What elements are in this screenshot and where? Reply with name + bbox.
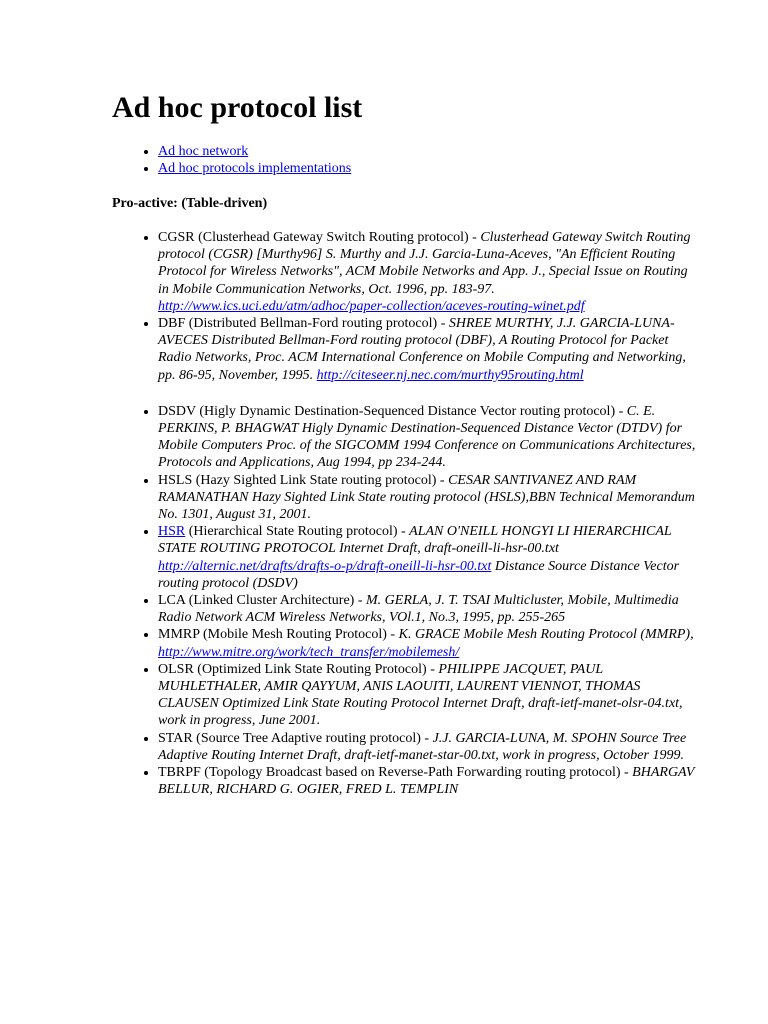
ad-hoc-network-link[interactable]: Ad hoc network: [158, 144, 249, 159]
protocol-citation: CESAR SANTIVANEZ AND RAM RAMANATHAN Hazy Sighted Link State routing protocol (HSLS),BBN Technical Memorandum No. 1301, August 31, 2001.: [158, 472, 695, 523]
protocol-name: DBF (Distributed Bellman-Ford routing protocol) -: [158, 316, 449, 332]
protocol-note: Distance Source Distance Vector routing protocol (DSDV): [158, 558, 680, 591]
protocol-citation: BHARGAV BELLUR, RICHARD G. OGIER, FRED L. TEMPLIN: [158, 765, 695, 798]
list-item: [158, 143, 758, 160]
protocol-item: [158, 229, 698, 315]
protocol-item: [158, 626, 698, 660]
protocol-name: STAR (Source Tree Adaptive routing protocol) -: [158, 730, 433, 746]
protocol-name-link[interactable]: HSR: [158, 524, 186, 540]
protocol-item: [158, 523, 698, 592]
protocol-item: [158, 730, 698, 764]
protocol-name: TBRPF (Topology Broadcast based on Reverse-Path Forwarding routing protocol) -: [158, 765, 633, 781]
page-title: Ad hoc protocol list: [112, 91, 363, 124]
list-item: [158, 160, 758, 177]
protocol-citation: Clusterhead Gateway Switch Routing protocol (CGSR) [Murthy96] S. Murthy and J.J. Garcia-Luna-Aceves, "An Efficient Routing Protocol for Wireless Networks", ACM Mobile Networks and App. J., Special Issue on Routing in Mobile Communication Networks, Oct. 1996, pp. 183-97.: [158, 230, 691, 297]
protocol-citation: M. GERLA, J. T. TSAI Multicluster, Mobile, Multimedia Radio Network ACM Wireless Networks, VOl.1, No.3, 1995, pp. 255-265: [158, 593, 679, 626]
citation-url-link[interactable]: http://www.ics.uci.edu/atm/adhoc/paper-collection/aceves-routing-winet.pdf: [158, 298, 585, 314]
citation-url-link[interactable]: http://www.mitre.org/work/tech_transfer/mobilemesh/: [158, 644, 460, 660]
protocol-name: OLSR (Optimized Link State Routing Protocol) -: [158, 661, 439, 677]
protocol-item: [158, 315, 698, 384]
citation-url-link[interactable]: http://citeseer.nj.nec.com/murthy95routing.html: [316, 367, 584, 383]
protocol-name: (Hierarchical State Routing protocol) -: [185, 524, 410, 540]
protocol-item: [158, 661, 698, 730]
protocol-citation: SHREE MURTHY, J.J. GARCIA-LUNA-AVECES Distributed Bellman-Ford routing protocol (DBF), A Routing Protocol for Packet Radio Networks, Proc. ACM International Conference on Mobile Computing and Networking, pp. 86-95, November, 1995.: [158, 316, 686, 383]
related-links-list: [112, 143, 758, 177]
protocol-name: HSLS (Hazy Sighted Link State routing protocol) -: [158, 472, 449, 488]
protocol-name: MMRP (Mobile Mesh Routing Protocol) -: [158, 627, 399, 643]
protocol-citation: C. E. PERKINS, P. BHAGWAT Higly Dynamic Destination-Sequenced Distance Vector (DTDV) for Mobile Computers Proc. of the SIGCOMM 1994 Conference on Communications Architectures, Protocols and Applications, Aug 1994, pp 234-244.: [158, 403, 696, 471]
protocol-list: [112, 229, 698, 799]
ad-hoc-implementations-link[interactable]: Ad hoc protocols implementations: [158, 161, 352, 176]
protocol-citation: J.J. GARCIA-LUNA, M. SPOHN Source Tree Adaptive Routing Internet Draft, draft-ietf-manet-star-00.txt, work in progress, October 1999.: [158, 730, 687, 763]
protocol-name: LCA (Linked Cluster Architecture) -: [158, 593, 366, 609]
section-heading: Pro-active: (Table-driven): [112, 196, 268, 211]
protocol-item: [158, 472, 698, 524]
protocol-item: [158, 592, 698, 626]
protocol-citation: ALAN O'NEILL HONGYI LI HIERARCHICAL STATE ROUTING PROTOCOL Internet Draft, draft-oneill-li-hsr-00.txt: [158, 524, 672, 557]
protocol-citation: K. GRACE Mobile Mesh Routing Protocol (MMRP),: [398, 627, 694, 643]
protocol-name: DSDV (Higly Dynamic Destination-Sequenced Distance Vector routing protocol) -: [158, 403, 627, 419]
protocol-item: [158, 764, 698, 798]
protocol-name: CGSR (Clusterhead Gateway Switch Routing protocol) -: [158, 230, 481, 245]
protocol-citation: PHILIPPE JACQUET, PAUL MUHLETHALER, AMIR QAYYUM, ANIS LAOUITI, LAURENT VIENNOT, THOMAS CLAUSEN Optimized Link State Routing Protocol Internet Draft, draft-ietf-manet-olsr-04.txt, work in progress, June 2001.: [158, 661, 683, 729]
citation-url-link[interactable]: http://alternic.net/drafts/drafts-o-p/draft-oneill-li-hsr-00.txt: [158, 558, 492, 574]
protocol-item: [158, 403, 698, 472]
